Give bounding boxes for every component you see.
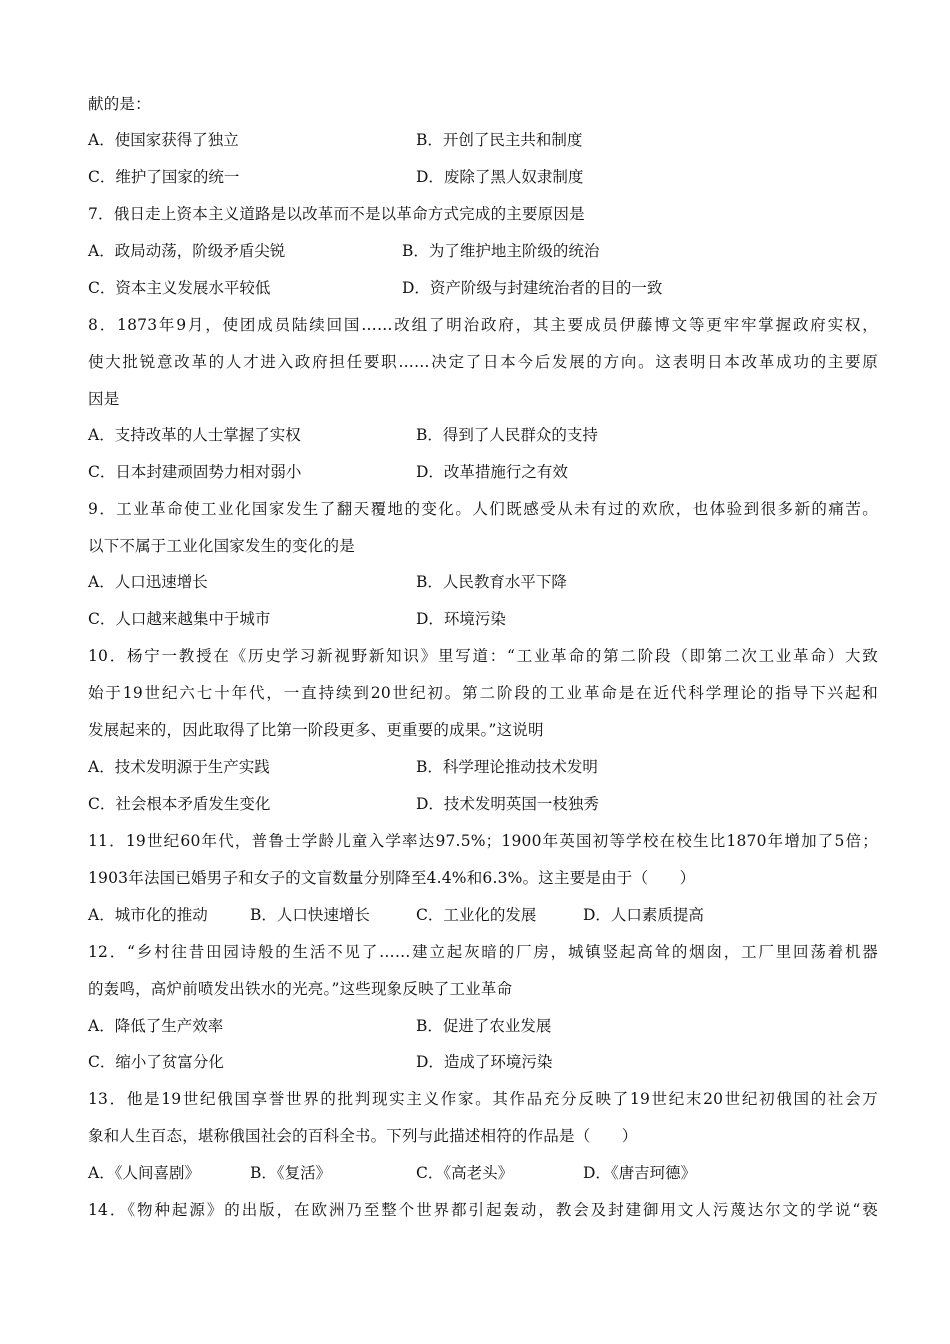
q12-stem-line-2: 的轰鸣，高炉前喷发出铁水的光亮。”这些现象反映了工业革命 xyxy=(88,980,513,998)
q13-option-c: C．《高老头》 xyxy=(416,1164,514,1182)
q8-option-b: B．得到了人民群众的支持 xyxy=(416,426,598,444)
q8-option-d: D．改革措施行之有效 xyxy=(416,463,568,481)
q9-option-d: D．环境污染 xyxy=(416,610,506,628)
q8-option-c: C．日本封建顽固势力相对弱小 xyxy=(88,463,302,481)
q12-option-a: A．降低了生产效率 xyxy=(88,1017,224,1035)
q10-stem-line-3: 发展起来的，因此取得了比第一阶段更多、更重要的成果。”这说明 xyxy=(88,721,544,739)
q10-stem-line-1: 10．杨宁一教授在《历史学习新视野新知识》里写道：“工业革命的第二阶段（即第二次工业革命）大致 xyxy=(88,647,878,665)
q13-option-a: A．《人间喜剧》 xyxy=(88,1164,200,1182)
q7-option-a: A．政局动荡，阶级矛盾尖锐 xyxy=(88,242,286,260)
q6-stem: 献的是： xyxy=(88,95,151,113)
q13-stem-line-1: 13．他是19世纪俄国享誉世界的批判现实主义作家。其作品充分反映了19世纪末20世纪初俄国的社会万 xyxy=(88,1090,878,1108)
q6-option-a: A．使国家获得了独立 xyxy=(88,131,239,149)
q13-option-b: B．《复活》 xyxy=(250,1164,332,1182)
q11-option-b: B．人口快速增长 xyxy=(250,906,370,924)
q10-stem-line-2: 始于19世纪六七十年代，一直持续到20世纪初。第二阶段的工业革命是在近代科学理论的指导下兴起和 xyxy=(88,684,878,702)
q10-option-a: A．技术发明源于生产实践 xyxy=(88,758,270,776)
q6-option-c: C．维护了国家的统一 xyxy=(88,168,240,186)
q7-option-d: D．资产阶级与封建统治者的目的一致 xyxy=(402,279,663,297)
q11-option-d: D．人口素质提高 xyxy=(583,906,704,924)
q8-stem-line-2: 使大批锐意改革的人才进入政府担任要职……决定了日本今后发展的方向。这表明日本改革成功的主要原 xyxy=(88,353,878,371)
q9-stem-line-2: 以下不属于工业化国家发生的变化的是 xyxy=(88,537,355,555)
q11-stem-line-2: 1903年法国已婚男子和女子的文盲数量分别降至4.4%和6.3%。这主要是由于（ ） xyxy=(88,869,696,887)
q6-option-d: D．废除了黑人奴隶制度 xyxy=(416,168,584,186)
q13-option-d: D．《唐吉珂德》 xyxy=(583,1164,697,1182)
q14-stem-line-1: 14．《物种起源》的出版，在欧洲乃至整个世界都引起轰动，教会及封建御用文人污蔑达尔文的学说“亵 xyxy=(88,1201,878,1219)
q9-option-a: A．人口迅速增长 xyxy=(88,573,208,591)
q10-option-c: C．社会根本矛盾发生变化 xyxy=(88,795,271,813)
q9-option-c: C．人口越来越集中于城市 xyxy=(88,610,271,628)
q11-stem-line-1: 11．19世纪60年代，普鲁士学龄儿童入学率达97.5%；1900年英国初等学校在校生比1870年增加了5倍； xyxy=(88,832,878,850)
q11-option-a: A．城市化的推动 xyxy=(88,906,208,924)
q8-option-a: A．支持改革的人士掌握了实权 xyxy=(88,426,301,444)
q11-option-c: C．工业化的发展 xyxy=(416,906,537,924)
q7-stem: 7．俄日走上资本主义道路是以改革而不是以革命方式完成的主要原因是 xyxy=(88,205,585,223)
q7-option-b: B．为了维护地主阶级的统治 xyxy=(402,242,600,260)
q9-option-b: B．人民教育水平下降 xyxy=(416,573,567,591)
q10-option-b: B．科学理论推动技术发明 xyxy=(416,758,598,776)
q12-option-d: D．造成了环境污染 xyxy=(416,1053,553,1071)
q7-option-c: C．资本主义发展水平较低 xyxy=(88,279,271,297)
q12-option-b: B．促进了农业发展 xyxy=(416,1017,552,1035)
q12-option-c: C．缩小了贫富分化 xyxy=(88,1053,224,1071)
q6-option-b: B．开创了民主共和制度 xyxy=(416,131,583,149)
q9-stem-line-1: 9．工业革命使工业化国家发生了翻天覆地的变化。人们既感受从未有过的欢欣，也体验到很多新的痛苦。 xyxy=(88,500,878,518)
q13-stem-line-2: 象和人生百态，堪称俄国社会的百科全书。下列与此描述相符的作品是（ ） xyxy=(88,1127,638,1145)
q8-stem-line-1: 8．1873年9月，使团成员陆续回国……改组了明治政府，其主要成员伊藤博文等更牢牢掌握政府实权， xyxy=(88,316,878,334)
q10-option-d: D．技术发明英国一枝独秀 xyxy=(416,795,599,813)
q8-stem-line-3: 因是 xyxy=(88,390,120,408)
q12-stem-line-1: 12．“乡村往昔田园诗般的生活不见了……建立起灰暗的厂房，城镇竖起高耸的烟囱，工厂里回荡着机器 xyxy=(88,943,878,961)
